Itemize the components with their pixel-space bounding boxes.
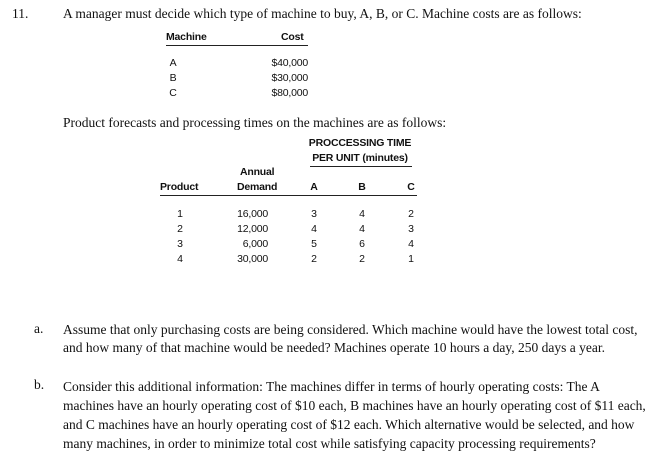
product-column-header: Product bbox=[160, 181, 199, 193]
machine-cost: $80,000 bbox=[271, 87, 308, 99]
time-machine-a: 5 bbox=[311, 238, 317, 250]
processing-time-header-line1: PROCCESSING TIME bbox=[308, 137, 412, 149]
time-machine-b: 6 bbox=[359, 238, 365, 250]
annual-demand: 12,000 bbox=[237, 223, 268, 235]
time-machine-c: 1 bbox=[408, 253, 414, 265]
part-a-text: Assume that only purchasing costs are being considered. Which machine would have the lowest total cost, and how many of that machine would be needed? Machines operate 10 hours a day, 250 days a year. bbox=[63, 322, 638, 355]
question-intro: A manager must decide which type of machine to buy, A, B, or C. Machine costs are as follows: bbox=[63, 6, 582, 21]
annual-column-header: Annual bbox=[240, 166, 275, 178]
part-a-label: a. bbox=[34, 321, 44, 336]
machine-column-header: Machine bbox=[166, 31, 207, 43]
processing-time-header-rule bbox=[310, 166, 412, 167]
time-machine-a: 2 bbox=[311, 253, 317, 265]
machine-table-header-rule bbox=[166, 45, 308, 46]
product-table-header-rule bbox=[160, 195, 417, 196]
machine-label: B bbox=[169, 72, 177, 84]
product-number: 3 bbox=[177, 238, 183, 250]
product-number: 2 bbox=[177, 223, 183, 235]
time-machine-c: 4 bbox=[408, 238, 414, 250]
question-number: 11. bbox=[12, 6, 29, 21]
time-machine-a: 3 bbox=[311, 208, 317, 220]
product-number: 4 bbox=[177, 253, 183, 265]
annual-demand: 6,000 bbox=[242, 238, 268, 250]
time-machine-b: 2 bbox=[359, 253, 365, 265]
time-machine-b: 4 bbox=[359, 223, 365, 235]
part-b-label: b. bbox=[34, 377, 45, 392]
machine-a-column-header: A bbox=[310, 181, 318, 193]
forecast-intro: Product forecasts and processing times on the machines are as follows: bbox=[63, 115, 447, 130]
machine-cost: $30,000 bbox=[271, 72, 308, 84]
machine-label: C bbox=[169, 87, 177, 99]
machine-cost: $40,000 bbox=[271, 57, 308, 69]
time-machine-c: 3 bbox=[408, 223, 414, 235]
demand-column-header: Demand bbox=[237, 181, 278, 193]
machine-c-column-header: C bbox=[407, 181, 415, 193]
time-machine-a: 4 bbox=[311, 223, 317, 235]
part-b-text: Consider this additional information: The machines differ in terms of hourly operating costs: The A machines have an hourly operating cost of $10 each, B machines have an hourly operating cost of $11 each, and C machines have an hourly operating cost of $12 each. Which alternative would be selected, and how many machines, in order to minimize total cost while satisfying capacity processing requirements? bbox=[63, 379, 646, 451]
time-machine-c: 2 bbox=[408, 208, 414, 220]
time-machine-b: 4 bbox=[359, 208, 365, 220]
product-number: 1 bbox=[177, 208, 183, 220]
processing-time-header-line2: PER UNIT (minutes) bbox=[312, 152, 408, 164]
machine-label: A bbox=[169, 57, 177, 69]
machine-b-column-header: B bbox=[358, 181, 366, 193]
cost-column-header: Cost bbox=[281, 31, 304, 43]
annual-demand: 16,000 bbox=[237, 208, 268, 220]
annual-demand: 30,000 bbox=[237, 253, 268, 265]
